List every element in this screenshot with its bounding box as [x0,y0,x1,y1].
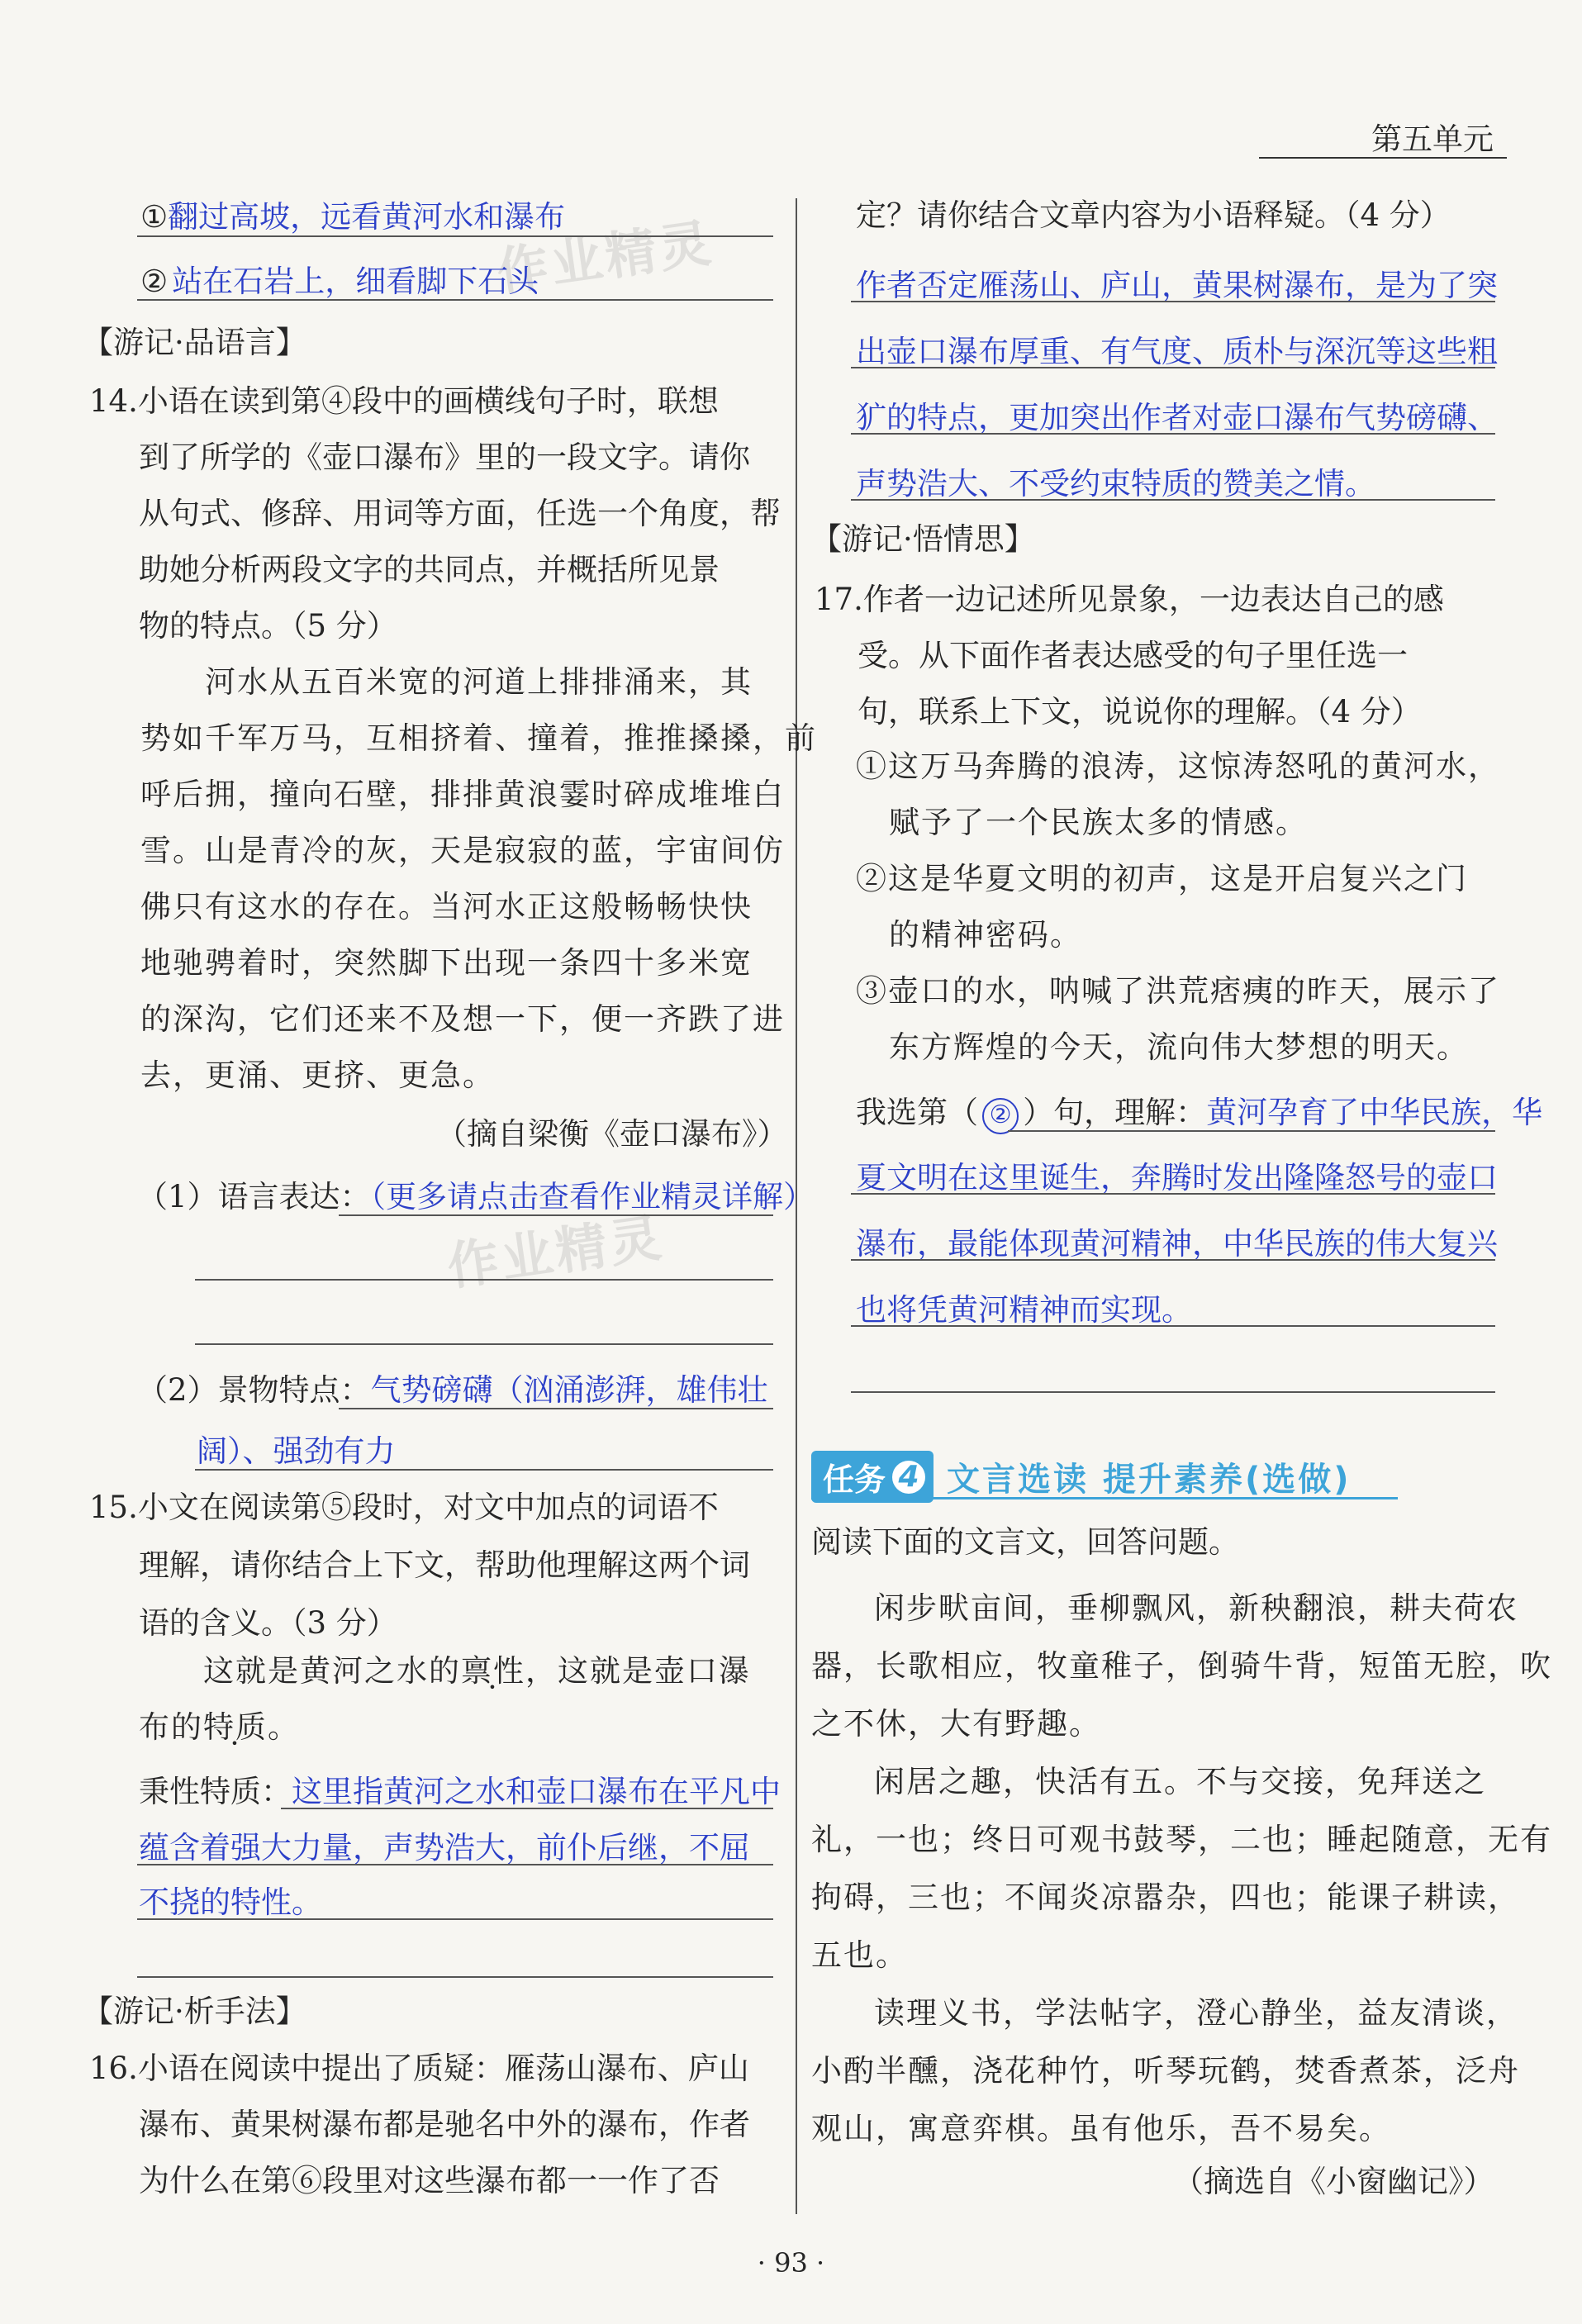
answer-underline [281,1808,773,1809]
question-16: 16.小语在阅读中提出了质疑：雁荡山瀑布、庐山 瀑布、黄果树瀑布都是驰名中外的瀑布，作者 为什么在第⑥段里对这些瀑布都一一作了否 [89,2051,750,2198]
classical-passage: 闲步畎亩间，垂柳飘风，新秧翻浪，耕夫荷农 器，长歌相应，牧童稚子，倒骑牛背，短笛无腔，吹 之不休，大有野趣。 闲居之趣，快活有五。不与交接，免拜送之 礼，一也；终日可观书鼓琴，二也；睡起随意，无有 拘碍，三也；不闻炎凉嚣杂，四也；能课子耕读， 五也。 读理义书，学法帖字，澄心静坐，益友清谈， 小酌半醺，浇花种竹，听琴玩鹤，焚香煮茶，泛舟 观山，寓意弈棋。虽有他乐，吾不易矣。 [811,1590,1552,2146]
section-heading-feeling: 【游记·悟情思】 [811,521,1035,557]
watermark: 作业精灵 [443,1206,668,1297]
q15-quote: 这就是黄河之水的禀性，这就是壶口瀑 [203,1653,751,1689]
answer-underline [137,1976,773,1978]
unit-title-rule [1259,157,1507,159]
answer-text: 瀑布，最能体现黄河精神，中华民族的伟大复兴 [856,1226,1498,1262]
task-badge: 任务 4 [811,1451,934,1503]
answer-text: 翻过高坡，远看黄河水和瀑布 [168,199,566,235]
question-17: 17.作者一边记述所见景象，一边表达自己的感 受。从下面作者表达感受的句子里任选一 句，联系上下文，说说你的理解。（4 分） [815,582,1444,730]
q14-part2: （2）景物特点：气势磅礴（汹涌澎湃，雄伟壮 [137,1372,768,1408]
classical-source: （摘选自《小窗幽记》） [1173,2164,1494,2199]
dotted-word: 禀性 [461,1653,525,1689]
task-banner [811,1451,1352,1503]
q15-quote-cont: 布的特质。 [139,1709,300,1745]
answer-underline [851,499,1495,501]
answer-underline [195,1279,773,1281]
answer-underline [137,1864,773,1865]
page-number: · 93 · [757,2247,825,2279]
answer-line-2: ② 站在石岩上，细看脚下石头 [140,264,539,299]
question-14: 14.小语在读到第④段中的画横线句子时，联想 到了所学的《壶口瀑布》里的一段文字。请你 从句式、修辞、用词等方面，任选一个角度，帮 助她分析两段文字的共同点，并概括所见景 物的特点。（5 分） [89,383,781,644]
excerpt-source: （摘自梁衡《壶口瀑布》） [436,1116,788,1152]
answer-text: 这里指黄河之水和壶口瀑布在平凡中 [292,1774,781,1809]
answer-underline [851,1193,1495,1195]
answer-underline [195,1343,773,1345]
task-number: 4 [892,1461,925,1494]
answer-underline [195,1469,773,1471]
q16-answer [856,253,1498,517]
answer-text: 站在石岩上，细看脚下石头 [172,264,539,299]
answer-text: 蕴含着强大力量，声势浩大，前仆后继，不屈 [139,1830,750,1865]
answer-underline [1008,1130,1495,1132]
q14-part1: （1）语言表达：（更多请点击查看作业精灵详解） [137,1179,815,1214]
answer-underline [851,1325,1495,1327]
answer-underline [339,1408,773,1409]
answer-text: 声势浩大、不受约束特质的赞美之情。 [856,466,1375,501]
answer-line-1: ①翻过高坡，远看黄河水和瀑布 [140,199,566,235]
reading-intro: 阅读下面的文言文，回答问题。 [811,1524,1239,1560]
q15-answer: 秉性特质：这里指黄河之水和壶口瀑布在平凡中 [139,1774,781,1809]
section-heading-language: 【游记·品语言】 [83,325,306,360]
q17-answer-cont [856,1145,1498,1343]
question-15: 15.小文在阅读第⑤段时，对文中加点的词语不 理解，请你结合上下文，帮助他理解这两个词 语的含义。（3 分） [89,1490,750,1641]
section-heading-method: 【游记·析手法】 [83,1994,306,2029]
answer-text: 夏文明在这里诞生，奔腾时发出隆隆怒号的壶口 [856,1160,1498,1195]
answer-underline [137,299,773,301]
answer-text: 阔）、强劲有力 [197,1433,396,1469]
answer-underline [851,301,1495,302]
answer-text: 出壶口瀑布厚重、有气度、质朴与深沉等这些粗 [856,334,1498,369]
answer-underline [851,433,1495,435]
q17-options: ①这万马奔腾的浪涛，这惊涛怒吼的黄河水， 赋予了一个民族太多的情感。 ②这是华夏文明的初声，这是开启复兴之门 的精神密码。 ③壶口的水，呐喊了洪荒痞痍的昨天，展示了 东方辉煌的今天，流向伟大梦想的明天。 [856,749,1500,1065]
answer-text: 作者否定雁荡山、庐山，黄果树瀑布，是为了突 [856,268,1498,303]
answer-underline [851,1259,1495,1261]
answer-underline [137,235,773,237]
answer-underline [137,1918,773,1920]
task-title: 文言选读 提升素养(选做) [947,1461,1352,1499]
q16-continued: 定？请你结合文章内容为小语释疑。（4 分） [856,197,1451,233]
q17-answer-line: 我选第（ ② ）句，理解：黄河孕育了中华民族，华 [856,1087,1542,1134]
answer-underline [851,1391,1495,1393]
answer-underline [851,367,1495,368]
answer-underline [339,1214,773,1216]
answer-text: 不挠的特性。 [139,1884,322,1920]
answer-text: 气势磅礴（汹涌澎湃，雄伟壮 [370,1372,768,1408]
chosen-option: ② [982,1098,1019,1134]
answer-text: （更多请点击查看作业精灵详解） [370,1179,815,1214]
task-underline [811,1497,1398,1499]
watermark: 作业精灵 [492,211,718,302]
answer-text: 犷的特点，更加突出作者对壶口瀑布气势磅礴、 [856,400,1498,435]
dotted-word: 特质 [203,1709,268,1745]
excerpt-passage: 河水从五百米宽的河道上排排涌来，其 势如千军万马，互相挤着、撞着，推推搡搡，前 呼后拥，撞向石壁，排排黄浪霎时碎成堆堆白 雪。山是青冷的灰，天是寂寂的蓝，宇宙间仿 佛只有这水的存在。当河水正这般畅畅快快 地驰骋着时，突然脚下出现一条四十多米宽 的深沟，它们还来不及想一下，便一齐跌了进 去，更涌、更挤、更急。 [140,664,817,1093]
unit-title: 第五单元 [1371,121,1494,157]
answer-text: 也将凭黄河精神而实现。 [856,1292,1192,1328]
answer-text: 黄河孕育了中华民族，华 [1206,1095,1543,1130]
